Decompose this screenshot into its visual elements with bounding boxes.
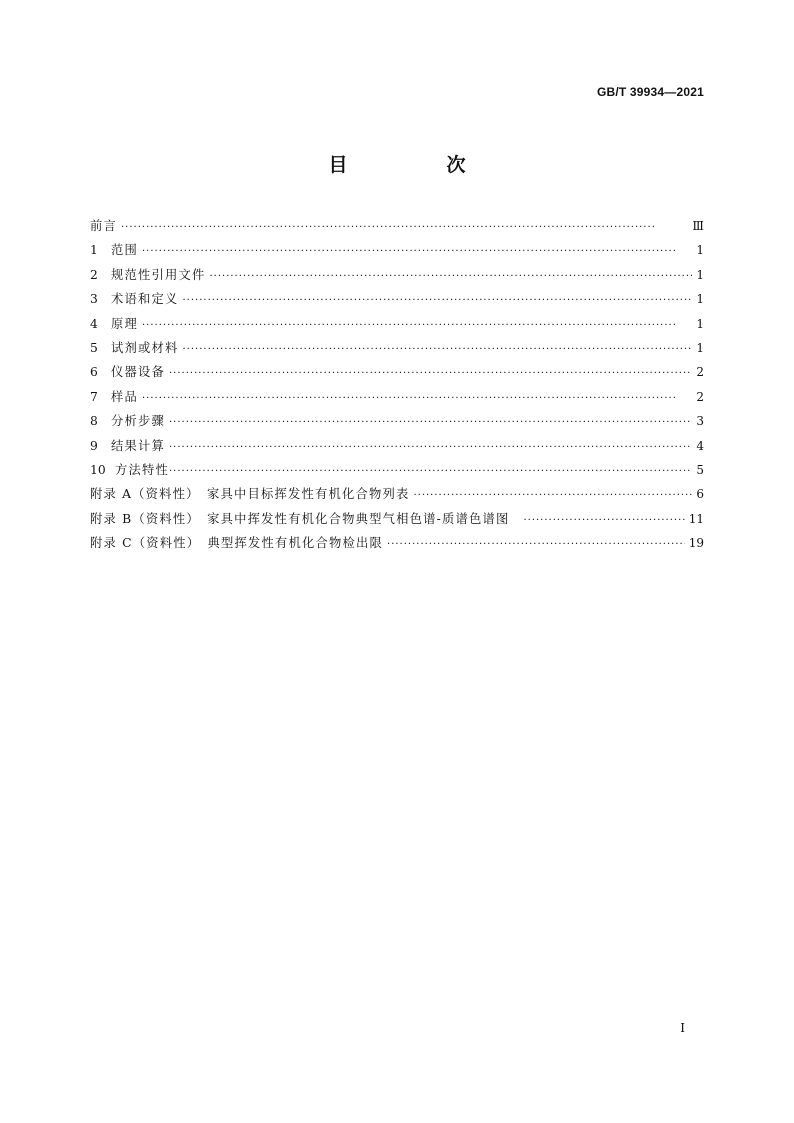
table-of-contents [90, 216, 704, 557]
toc-page: 1 [696, 340, 704, 355]
toc-entry-3[interactable] [90, 289, 704, 313]
toc-label: 样品 [111, 389, 138, 404]
toc-number: 1 [90, 243, 98, 258]
toc-entry-10[interactable] [90, 460, 704, 484]
toc-leader [523, 515, 684, 526]
toc-entry-annex-c[interactable] [90, 533, 704, 557]
toc-number: 9 [90, 438, 98, 453]
toc-page: 1 [696, 243, 704, 258]
toc-page: Ⅲ [692, 219, 704, 233]
toc-page: 2 [696, 389, 704, 404]
toc-number: 7 [90, 389, 98, 404]
toc-leader [413, 490, 692, 501]
toc-entry-5[interactable] [90, 338, 704, 362]
toc-label: 方法特性 [115, 462, 169, 477]
toc-leader [183, 295, 693, 306]
toc-number: 5 [90, 340, 98, 355]
toc-page: 3 [696, 414, 704, 429]
page-title: 目 次 [328, 154, 506, 176]
toc-label: 范围 [111, 243, 138, 258]
toc-label: 附录 B（资料性） 家具中挥发性有机化合物典型气相色谱-质谱色谱图 [90, 511, 510, 526]
toc-entry-4[interactable] [90, 314, 704, 338]
toc-leader [142, 246, 692, 257]
standard-code: GB/T 39934—2021 [596, 85, 704, 99]
toc-leader [387, 539, 685, 550]
toc-entry-8[interactable] [90, 411, 704, 435]
toc-leader [169, 466, 692, 477]
toc-leader [169, 442, 692, 453]
toc-page: 1 [696, 316, 704, 331]
toc-number: 4 [90, 316, 98, 331]
toc-number: 2 [90, 267, 98, 282]
toc-number: 6 [90, 365, 98, 380]
toc-entry-annex-a[interactable] [90, 484, 704, 508]
toc-leader [169, 417, 692, 428]
toc-page: 2 [696, 365, 704, 380]
toc-page: 5 [696, 462, 704, 477]
toc-number: 10 [90, 462, 106, 477]
toc-label: 术语和定义 [111, 292, 179, 307]
toc-leader [121, 222, 688, 233]
toc-leader [142, 393, 692, 404]
toc-entry-9[interactable] [90, 436, 704, 460]
toc-page: 1 [696, 267, 704, 282]
toc-label: 分析步骤 [111, 414, 165, 429]
toc-entry-annex-b[interactable] [90, 509, 704, 533]
toc-label: 前言 [90, 219, 117, 233]
toc-page: 1 [696, 292, 704, 307]
toc-label: 附录 C（资料性） 典型挥发性有机化合物检出限 [90, 536, 384, 551]
toc-entry-2[interactable] [90, 265, 704, 289]
toc-label: 仪器设备 [111, 365, 165, 380]
toc-page: 11 [688, 511, 704, 526]
toc-entry-foreword[interactable] [90, 216, 704, 240]
toc-leader [169, 368, 692, 379]
page-number: I [680, 1021, 685, 1035]
toc-label: 规范性引用文件 [111, 267, 206, 282]
toc-page: 6 [696, 487, 704, 502]
toc-entry-1[interactable] [90, 240, 704, 264]
toc-page: 19 [688, 536, 704, 551]
toc-leader [142, 320, 692, 331]
toc-number: 8 [90, 414, 98, 429]
toc-label: 结果计算 [111, 438, 165, 453]
toc-label: 原理 [111, 316, 138, 331]
toc-entry-7[interactable] [90, 387, 704, 411]
toc-leader [209, 271, 692, 282]
toc-label: 试剂或材料 [111, 340, 179, 355]
toc-label: 附录 A（资料性） 家具中目标挥发性有机化合物列表 [90, 487, 410, 502]
toc-number: 3 [90, 292, 98, 307]
toc-page: 4 [696, 438, 704, 453]
toc-entry-6[interactable] [90, 362, 704, 386]
toc-leader [183, 344, 693, 355]
